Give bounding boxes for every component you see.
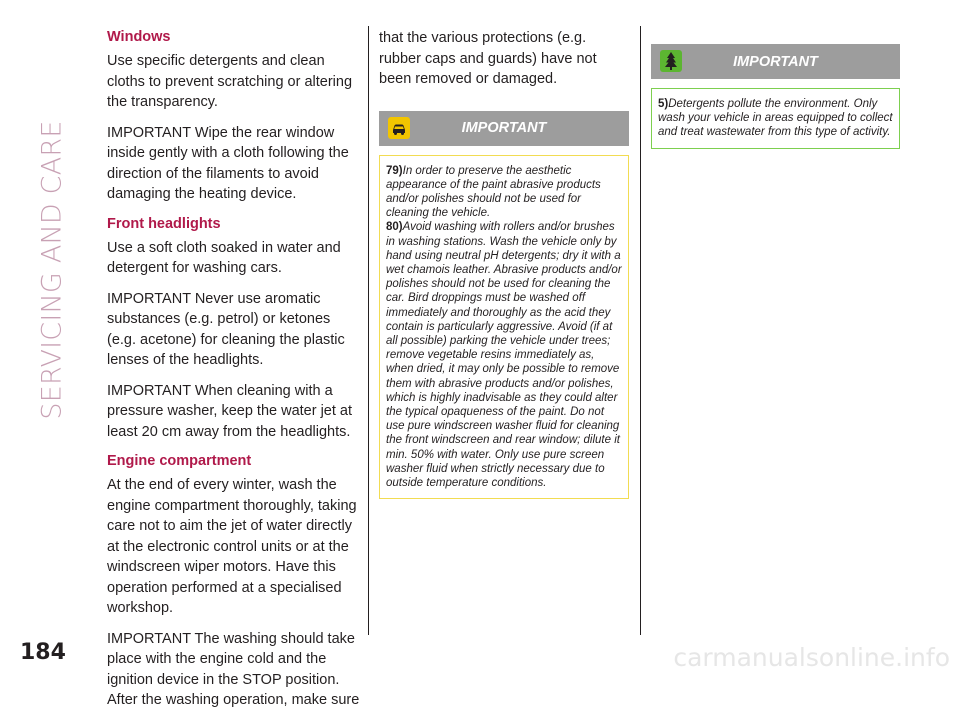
section-heading-windows: Windows (107, 29, 171, 45)
paragraph: IMPORTANT Never use aromatic substances (e.g. petrol) or ketones (e.g. acetone) for cleaning the plastic lenses of the headlights. (107, 290, 345, 368)
section-heading-front-headlights: Front headlights (107, 215, 221, 232)
paragraph: IMPORTANT When cleaning with a pressure washer, keep the water jet at least 20 cm away from the headlights. (107, 382, 353, 440)
note-80 (386, 220, 622, 490)
warning-notes-box (379, 155, 629, 500)
paragraph: At the end of every winter, wash the engine compartment thoroughly, taking care not to aim the jet of water directly at the electronic control units or at the windscreen wiper motors. Have this operation performed at a specialised workshop. (107, 477, 357, 616)
column-divider (368, 26, 369, 635)
note-number: 79) (386, 164, 403, 177)
note-number: 80) (386, 221, 403, 234)
column-2 (379, 28, 629, 499)
note-text: Detergents pollute the environment. Only wash your vehicle in areas equipped to collect and treat wastewater from this type of activity. (658, 98, 893, 139)
note-text: In order to preserve the aesthetic appearance of the paint abrasive products and/or polishes should not be used for cleaning the vehicle. (386, 164, 601, 220)
column-1 (107, 28, 360, 711)
column-divider (640, 26, 641, 635)
important-title: IMPORTANT (461, 120, 547, 136)
note-5 (658, 97, 893, 140)
page-number: 184 (20, 640, 66, 665)
paragraph: Use a soft cloth soaked in water and detergent for washing cars. (107, 239, 341, 276)
paragraph: IMPORTANT Wipe the rear window inside gently with a cloth following the direction of the filaments to avoid damaging the heating device. (107, 124, 349, 202)
note-text: Avoid washing with rollers and/or brushes in washing stations. Wash the vehicle only by hand using neutral pH detergents; dry it with a wet chamois leather. Abrasive products and/or polishes should not be used for cleaning the car. Bird droppings must be washed off immediately and thoroughly as the acid they contain is particularly aggressive. Avoid (if at all possible) parking the vehicle under trees; remove vegetable resins immediately as, when dried, it may only be possible to remove them with abrasive products and/or polishes, which is highly inadvisable as they could alter the typical opaqueness of the paint. Do not use pure windscreen washer fluid for cleaning the front windscreen and rear window; dilute it min. 50% with water. Only use pure screen washer fluid when strictly necessary due to outside temperature conditions. (386, 221, 622, 489)
important-header-bar (651, 44, 900, 79)
car-warning-icon (387, 116, 411, 140)
column-3 (651, 44, 900, 149)
paragraph-continuation: that the various protections (e.g. rubber caps and guards) have not been removed or damaged. (379, 30, 597, 87)
section-heading-engine-compartment: Engine compartment (107, 453, 252, 469)
tree-environment-icon (659, 49, 683, 73)
section-side-title: SERVICING AND CARE (36, 120, 68, 420)
important-title: IMPORTANT (733, 53, 818, 70)
environment-note-box (651, 88, 900, 149)
note-79 (386, 164, 622, 221)
watermark: carmanualsonline.info (673, 643, 950, 672)
note-number: 5) (658, 98, 669, 110)
paragraph: Use specific detergents and clean cloths to prevent scratching or altering the transparency. (107, 53, 353, 110)
important-header-bar (379, 111, 629, 146)
paragraph: IMPORTANT The washing should take place with the engine cold and the ignition device in the STOP position. After the washing operation, make sure (107, 630, 360, 708)
